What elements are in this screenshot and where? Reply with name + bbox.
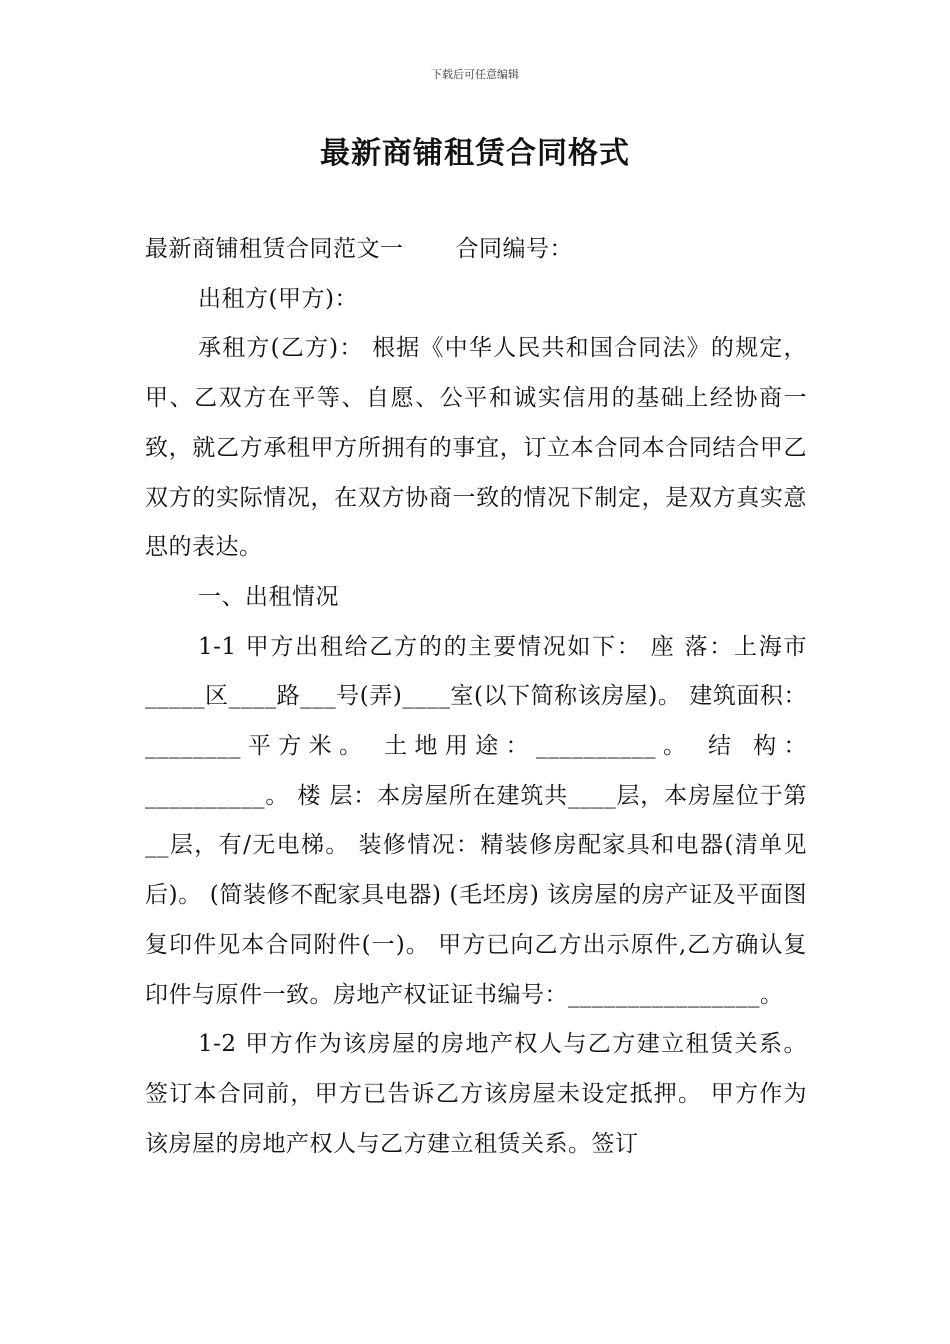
section-heading: 一、出租情况 bbox=[198, 583, 339, 610]
lessor-line: 出租方(甲方)： bbox=[198, 285, 358, 312]
intro-line bbox=[145, 225, 807, 275]
document-title: 最新商铺租赁合同格式 bbox=[320, 136, 630, 171]
contract-number-label: 合同编号： bbox=[455, 236, 573, 262]
document-body bbox=[145, 225, 807, 1169]
lessee-paragraph: 承租方(乙方)： 根据《中华人民共和国合同法》的规定，甲、乙双方在平等、自愿、公平和诚实信用的基础上经协商一致，就乙方承租甲方所拥有的事宜，订立本合同本合同结合甲乙双方的实际情况，在双方协商一致的情况下制定，是双方真实意思的表达。 bbox=[145, 335, 807, 561]
download-note: 下载后可任意编辑 bbox=[431, 68, 519, 81]
clause-1-1: 1-1 甲方出租给乙方的的主要情况如下： 座 落：上海市_____区____路___号(弄)____室(以下简称该房屋)。 建筑面积：________平方米。 土地用途：__________。 结 构：__________。 楼 层：本房屋所在建筑共____层，本房屋位于第__层，有/无电梯。 装修情况：精装修房配家具和电器(清单见后)。 (简装修不配家具电器) (毛坯房) 该房屋的房产证及平面图复印件见本合同附件(一)。 甲方已向乙方出示原件,乙方确认复印件与原件一致。房地产权证证书编号：________________。 bbox=[145, 633, 807, 1008]
clause-1-2: 1-2 甲方作为该房屋的房地产权人与乙方建立租赁关系。签订本合同前，甲方已告诉乙方该房屋未设定抵押。 甲方作为该房屋的房地产权人与乙方建立租赁关系。签订 bbox=[145, 1031, 807, 1157]
contract-sample-label: 最新商铺租赁合同范文一 bbox=[145, 236, 404, 262]
